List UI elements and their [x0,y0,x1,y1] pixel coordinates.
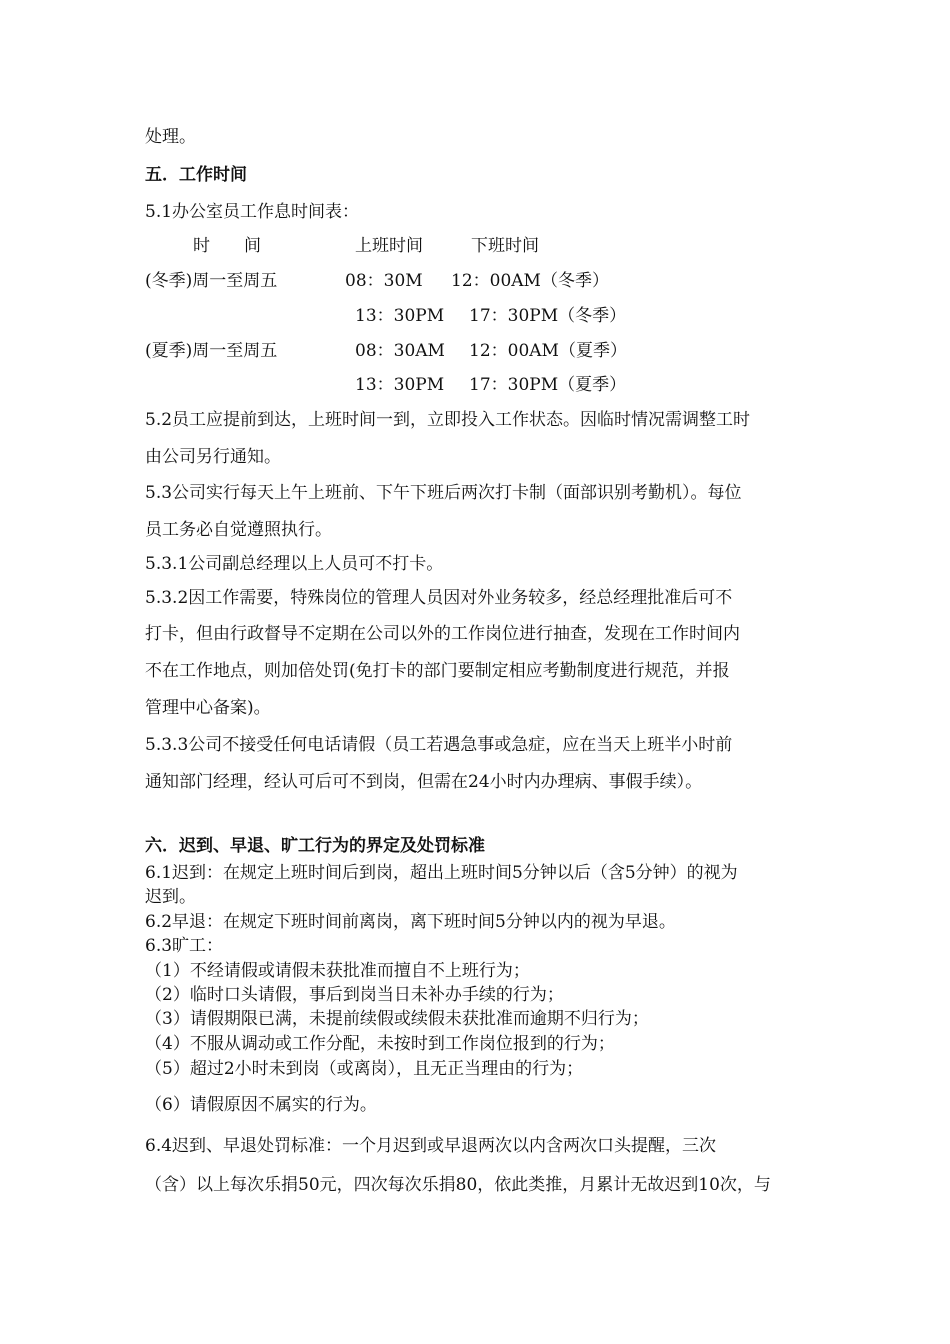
list-item: （6）请假原因不属实的行为。 [145,1095,377,1115]
p62-text: 6.2早退：在规定下班时间前离岗，离下班时间5分钟以内的视为早退。 [145,912,676,932]
table-row-1-end: 12：00AM（冬季） [451,271,609,291]
p532-line-2: 打卡，但由行政督导不定期在公司以外的工作岗位进行抽查，发现在工作时间内 [145,624,740,644]
section5-title: 五．工作时间 [145,165,247,185]
table-row-4-start: 13：30PM [355,375,445,395]
p61-line-2: 迟到。 [145,887,196,907]
p532-line-3: 不在工作地点，则加倍处罚(免打卡的部门要制定相应考勤制度进行规范，并报 [145,661,730,681]
list-item: （3）请假期限已满，未提前续假或续假未获批准而逾期不归行为； [145,1009,649,1029]
p533-line-1: 5.3.3公司不接受任何电话请假（员工若遇急事或急症，应在当天上班半小时前 [145,735,733,755]
p51-text: 5.1办公室员工作息时间表： [145,202,360,222]
p64-line-1: 6.4迟到、早退处罚标准：一个月迟到或早退两次以内含两次口头提醒，三次 [145,1136,717,1156]
table-row-3-period: (夏季)周一至周五 [145,341,278,361]
p63-text: 6.3旷工： [145,936,224,956]
table-row-3-end: 12：00AM（夏季） [469,341,627,361]
continuation-text: 处理。 [145,127,196,147]
table-header-start: 上班时间 [355,236,423,256]
p53-line-2: 员工务必自觉遵照执行。 [145,520,332,540]
list-item: （4）不服从调动或工作分配，未按时到工作岗位报到的行为； [145,1034,615,1054]
table-row-2-end: 17：30PM（冬季） [469,306,627,326]
table-row-1-period: (冬季)周一至周五 [145,271,278,291]
p52-line-1: 5.2员工应提前到达，上班时间一到，立即投入工作状态。因临时情况需调整工时 [145,410,751,430]
p531-text: 5.3.1公司副总经理以上人员可不打卡。 [145,554,444,574]
section6-title: 六．迟到、早退、旷工行为的界定及处罚标准 [145,836,485,856]
p64-line-2: （含）以上每次乐捐50元，四次每次乐捐80，依此类推，月累计无故迟到10次，与 [145,1175,771,1195]
list-item: （5）超过2小时未到岗（或离岗），且无正当理由的行为； [145,1059,584,1079]
table-header-end: 下班时间 [471,236,539,256]
table-row-1-start: 08：30M [345,271,423,291]
list-item: （1）不经请假或请假未获批准而擅自不上班行为； [145,961,530,981]
p61-line-1: 6.1迟到：在规定上班时间后到岗，超出上班时间5分钟以后（含5分钟）的视为 [145,863,738,883]
p52-line-2: 由公司另行通知。 [145,447,281,467]
p533-line-2: 通知部门经理，经认可后可不到岗，但需在24小时内办理病、事假手续）。 [145,772,703,792]
list-item: （2）临时口头请假，事后到岗当日未补办手续的行为； [145,985,564,1005]
p532-line-1: 5.3.2因工作需要，特殊岗位的管理人员因对外业务较多，经总经理批准后可不 [145,588,733,608]
table-header-time: 时 间 [193,236,261,256]
p532-line-4: 管理中心备案)。 [145,698,271,718]
table-row-4-end: 17：30PM（夏季） [469,375,627,395]
table-row-3-start: 08：30AM [355,341,445,361]
table-row-2-start: 13：30PM [355,306,445,326]
p53-line-1: 5.3公司实行每天上午上班前、下午下班后两次打卡制（面部识别考勤机）。每位 [145,483,742,503]
